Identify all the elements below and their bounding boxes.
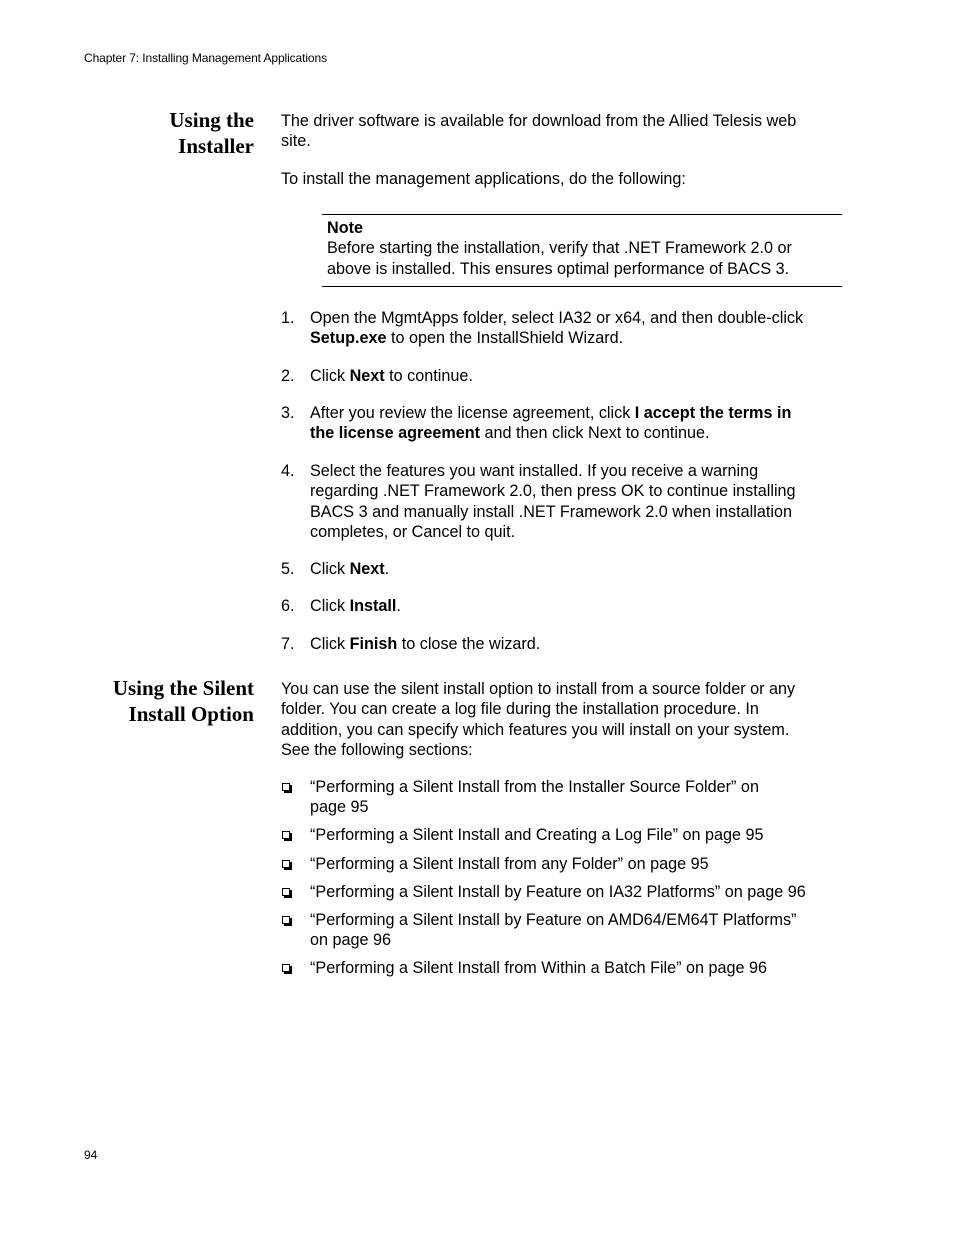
step-number: 2.	[281, 367, 295, 385]
step-bold-text: I accept the terms in	[634, 404, 792, 422]
heading-line: Using the	[169, 108, 254, 132]
list-item-text: “Performing a Silent Install from any Folder” on page 95	[310, 855, 709, 873]
checkbox-bullet-icon	[282, 888, 290, 896]
step-text: completes, or Cancel to quit.	[310, 522, 516, 541]
note-box	[322, 214, 842, 287]
list-item-text: “Performing a Silent Install by Feature on AMD64/EM64T Platforms”	[310, 911, 797, 929]
step-item	[281, 403, 841, 444]
heading-line: Using the Silent	[112, 676, 254, 700]
step-text: Click	[310, 635, 350, 653]
list-item	[281, 910, 841, 951]
step-number: 5.	[281, 560, 295, 578]
list-item-text: “Performing a Silent Install from Within a Batch File” on page 96	[310, 959, 768, 977]
text-line: site.	[281, 132, 311, 151]
step-text: .	[384, 560, 390, 578]
step-item	[281, 461, 841, 542]
step-text: Select the features you want installed. If you receive a warning	[310, 462, 759, 480]
list-item-text: page 95	[310, 798, 369, 817]
instruction-paragraph: To install the management applications, do the following:	[281, 170, 686, 188]
heading-line: Installer	[178, 134, 254, 158]
step-item	[281, 308, 841, 349]
step-text: After you review the license agreement, click	[310, 404, 635, 422]
checkbox-bullet-icon	[282, 964, 290, 972]
list-item-text: “Performing a Silent Install from the Installer Source Folder” on	[310, 778, 759, 796]
checkbox-bullet-icon	[282, 831, 290, 839]
step-bold-text: Install	[349, 597, 397, 615]
step-text: Click	[310, 560, 350, 578]
heading-line: Install Option	[128, 702, 254, 726]
step-text: to continue.	[384, 367, 473, 385]
text-line: The driver software is available for download from the Allied Telesis web	[281, 112, 797, 130]
step-number: 7.	[281, 635, 295, 653]
step-item	[281, 596, 841, 616]
checkbox-bullet-icon	[282, 860, 290, 868]
section-heading-using-installer	[54, 107, 254, 159]
running-header: Chapter 7: Installing Management Applications	[84, 51, 327, 65]
step-number: 6.	[281, 597, 295, 615]
intro-paragraph	[281, 111, 841, 152]
step-text: BACS 3 and manually install .NET Framework 2.0 when installation	[310, 502, 792, 521]
step-number: 1.	[281, 309, 295, 327]
list-item-text: “Performing a Silent Install by Feature on IA32 Platforms” on page 96	[310, 883, 806, 901]
list-item	[281, 882, 881, 902]
list-item-text: on page 96	[310, 931, 392, 950]
checkbox-bullet-icon	[282, 916, 290, 924]
step-bold-text: Next	[349, 367, 385, 385]
silent-install-paragraph	[281, 679, 841, 760]
step-number: 3.	[281, 404, 295, 422]
text-line: See the following sections:	[281, 740, 473, 759]
step-text: Click	[310, 597, 350, 615]
step-text: Open the MgmtApps folder, select IA32 or x64, and then double-click	[310, 309, 804, 327]
step-number: 4.	[281, 462, 295, 480]
list-item	[281, 777, 841, 818]
step-item	[281, 634, 841, 654]
step-bold-text: Next	[349, 560, 385, 578]
text-line: addition, you can specify which features you will install on your system.	[281, 720, 790, 739]
section-heading-silent-install	[54, 675, 254, 727]
step-item	[281, 366, 841, 386]
step-text: to open the InstallShield Wizard.	[386, 329, 624, 348]
page-number: 94	[84, 1148, 98, 1162]
list-item	[281, 825, 841, 845]
note-title: Note	[327, 219, 363, 237]
step-bold-text: Finish	[349, 635, 398, 653]
note-line: above is installed. This ensures optimal performance of BACS 3.	[327, 259, 790, 278]
step-text: and then click Next to continue.	[480, 424, 710, 443]
list-item	[281, 958, 841, 978]
step-item	[281, 559, 841, 579]
list-item-text: “Performing a Silent Install and Creating a Log File” on page 95	[310, 826, 764, 844]
step-text: .	[396, 597, 401, 615]
list-item	[281, 854, 841, 874]
step-text: regarding .NET Framework 2.0, then press OK to continue installing	[310, 482, 796, 501]
text-line: You can use the silent install option to install from a source folder or any	[281, 680, 796, 698]
text-line: folder. You can create a log file during the installation procedure. In	[281, 700, 759, 719]
step-text: Click	[310, 367, 350, 385]
checkbox-bullet-icon	[282, 783, 290, 791]
step-bold-text: Setup.exe	[310, 329, 387, 348]
note-line: Before starting the installation, verify that .NET Framework 2.0 or	[327, 239, 792, 258]
step-bold-text: the license agreement	[310, 424, 481, 443]
step-text: to close the wizard.	[397, 635, 541, 653]
